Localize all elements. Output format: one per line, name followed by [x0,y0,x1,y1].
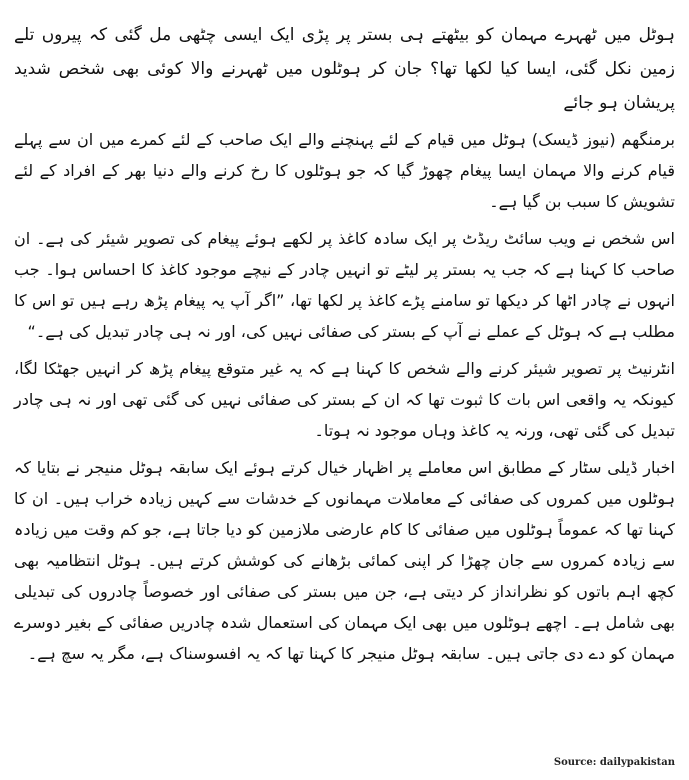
article-paragraph-3: انٹرنیٹ پر تصویر شیئر کرنے والے شخص کا کہنا ہے کہ یہ غیر متوقع پیغام پڑھ کر انہیں جھٹکا لگا، کیونکہ یہ واقعی اس بات کا ثبوت تھا کہ ان کے بستر کی صفائی نہیں کی گئی تھی اور نہ ہی چادر تبدیل کی گئی تھی، ورنہ یہ کاغذ وہاں موجود نہ ہوتا۔ [14,359,675,440]
article-body [14,18,675,758]
article-paragraph-1: برمنگھم (نیوز ڈیسک) ہوٹل میں قیام کے لئے پہنچنے والے ایک صاحب کے لئے کمرے میں ان سے پہلے قیام کرنے والا مہمان ایسا پیغام چھوڑ گیا کہ جو ہوٹلوں کا رخ کرنے والے دنیا بھر کے افراد کے لئے تشویش کا سبب بن گیا ہے۔ [14,130,675,211]
article-paragraph-4: اخبار ڈیلی سٹار کے مطابق اس معاملے پر اظہار خیال کرتے ہوئے ایک سابقہ ہوٹل منیجر نے بتایا کہ ہوٹلوں میں کمروں کی صفائی کے معاملات مہمانوں کے خدشات سے کہیں زیادہ خراب ہیں۔ ان کا کہنا تھا کہ عموماً ہوٹلوں میں صفائی کا کام عارضی ملازمین کو دیا جاتا ہے، جو کم وقت میں زیادہ سے زیادہ کمروں سے جان چھڑا کر اپنی کمائی بڑھانے کی کوشش کرتے ہیں۔ ہوٹل انتظامیہ بھی کچھ اہم باتوں کو نظرانداز کر دیتی ہے، جن میں بستر کی صفائی اور خصوصاً چادروں کی تبدیلی بھی شامل ہے۔ اچھے ہوٹلوں میں بھی ایک مہمان کی استعمال شدہ چادریں صفائی کے بغیر دوسرے مہمان کو دے دی جاتی ہیں۔ سابقہ ہوٹل منیجر کا کہنا تھا کہ یہ افسوسناک ہے، مگر یہ سچ ہے۔ [14,458,675,663]
source-credit: Source: dailypakistan [553,757,675,768]
article-paragraph-2: اس شخص نے ویب سائٹ ریڈٹ پر ایک سادہ کاغذ پر لکھے ہوئے پیغام کی تصویر شیئر کی ہے۔ ان صاحب کا کہنا ہے کہ جب یہ بستر پر لیٹے تو انہیں چادر کے نیچے موجود کاغذ کا احساس ہوا۔ جب انہوں نے چادر اٹھا کر دیکھا تو سامنے پڑے کاغذ پر لکھا تھا، ”اگر آپ یہ پیغام پڑھ رہے ہیں تو اس کا مطلب ہے کہ ہوٹل کے عملے نے آپ کے بستر کی صفائی نہیں کی، اور نہ ہی چادر تبدیل کی ہے۔“ [14,229,675,341]
article-headline: ہوٹل میں ٹھہرے مہمان کو بیٹھتے ہی بستر پر پڑی ایک ایسی چٹھی مل گئی کہ پیروں تلے زمین نکل گئی، ایسا کیا لکھا تھا؟ جان کر ہوٹلوں میں ٹھہرنے والا کوئی بھی شخص شدید پریشان ہو جائے [14,25,675,113]
